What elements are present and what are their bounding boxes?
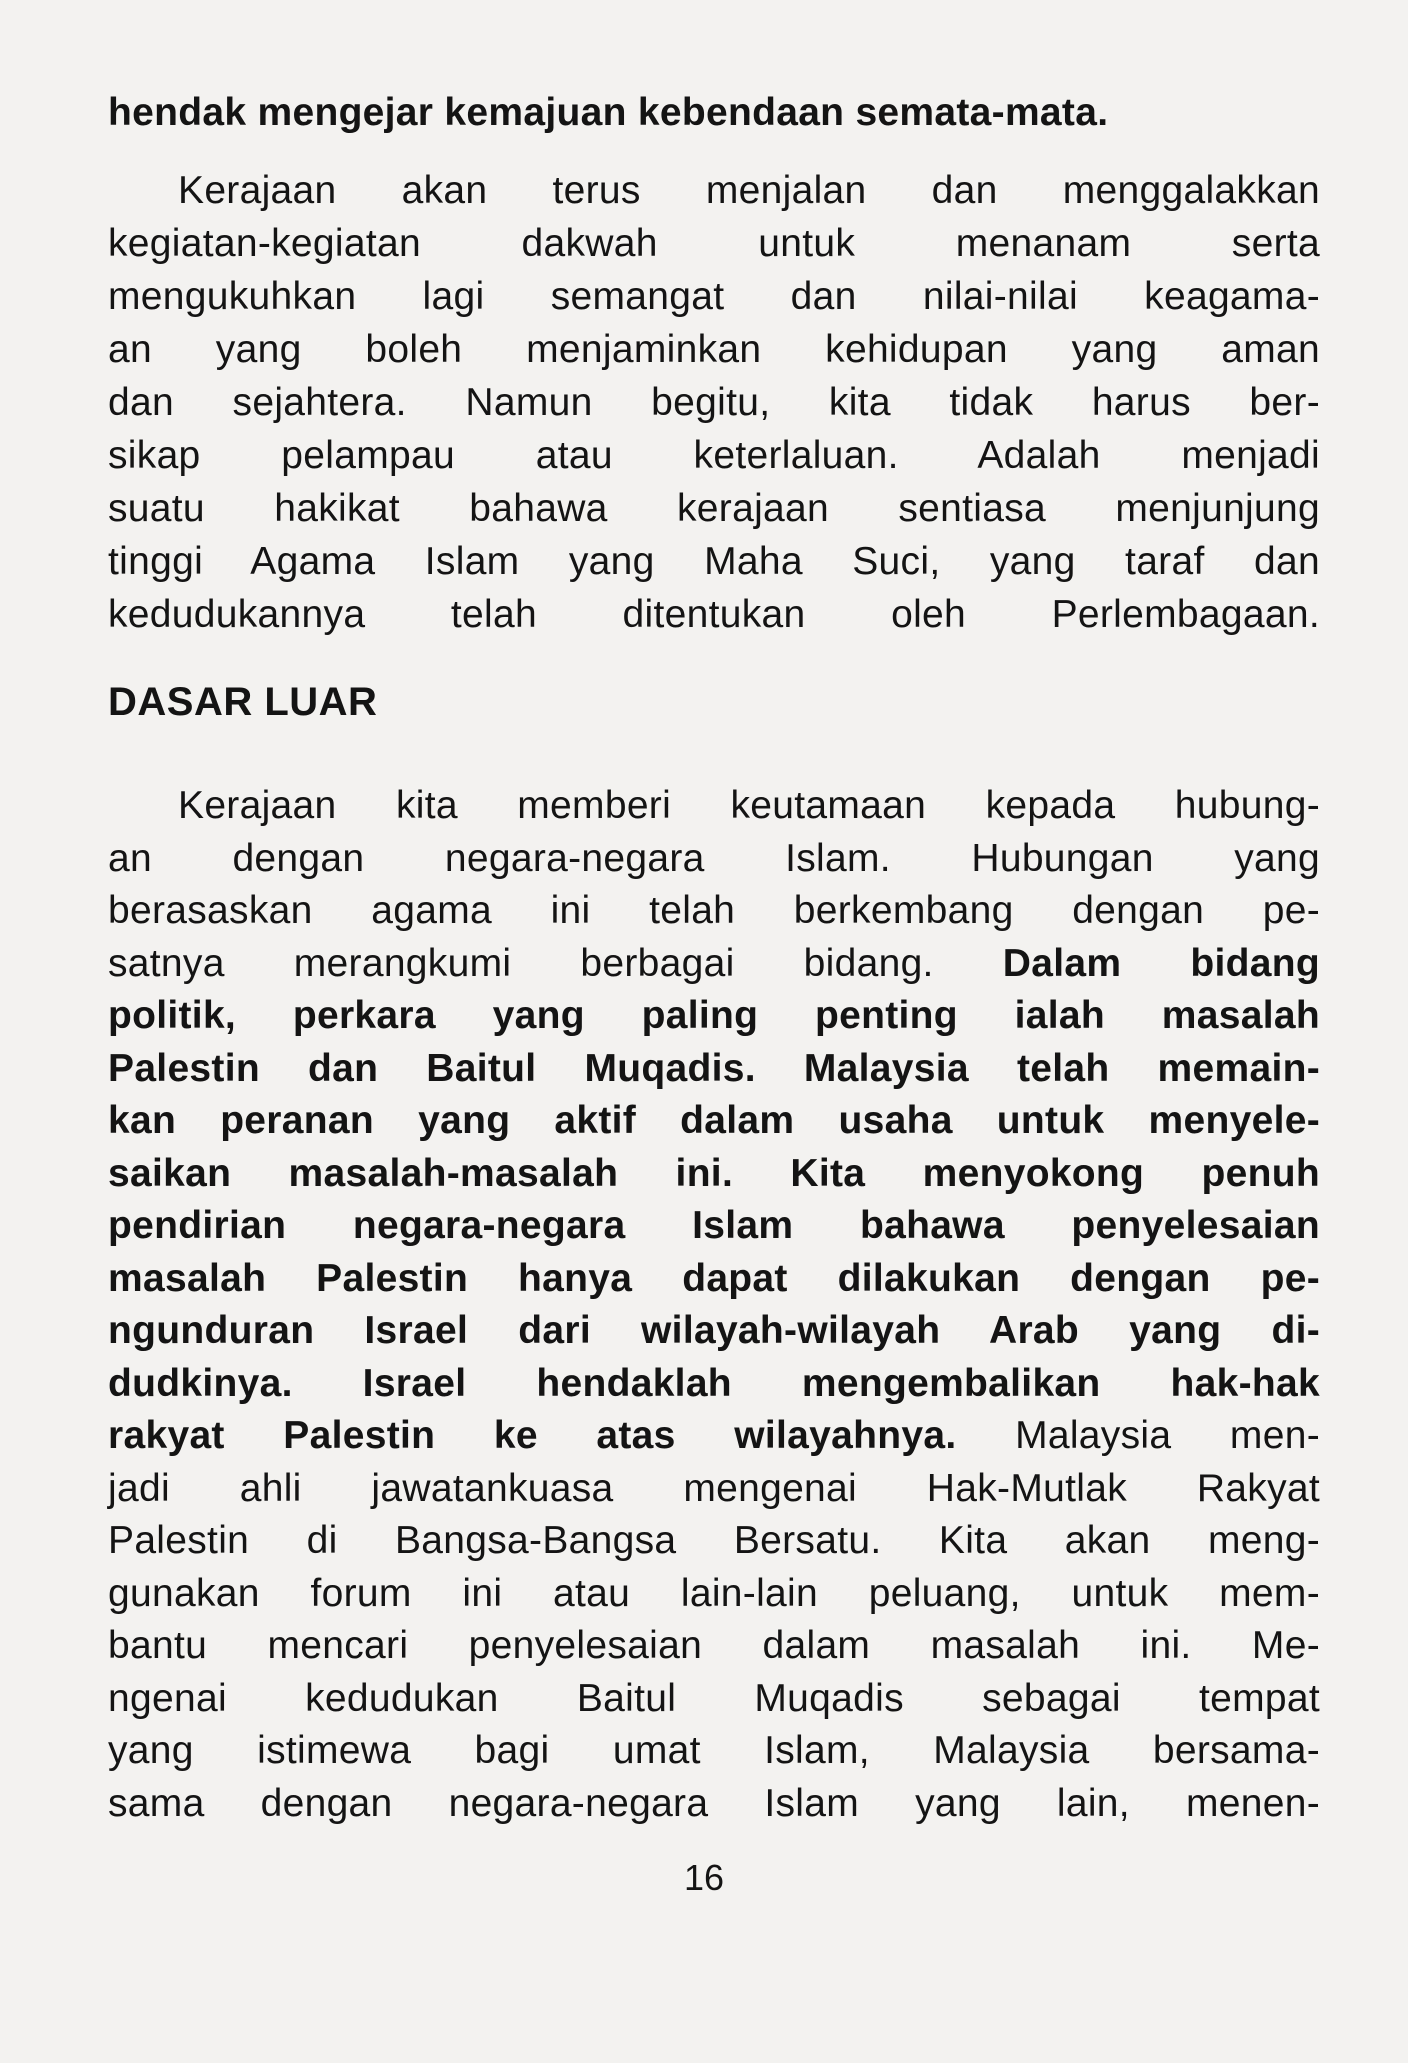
text-line: an dengan negara-negara Islam. Hubungan yang: [108, 836, 1320, 880]
text-line-bold: kan peranan yang aktif dalam usaha untuk menyele-: [108, 1099, 1320, 1142]
section-heading: DASAR LUAR: [108, 680, 378, 724]
text-line: suatu hakikat bahawa kerajaan sentiasa menjunjung: [108, 487, 1320, 530]
text-line: [108, 938, 1320, 991]
text-segment-bold: Dalam bidang: [1002, 941, 1320, 985]
text-line: Palestin di Bangsa-Bangsa Bersatu. Kita akan meng-: [108, 1519, 1320, 1562]
text-segment: Malaysia men-: [956, 1414, 1320, 1457]
text-line: yang istimewa bagi umat Islam, Malaysia bersama-: [108, 1729, 1320, 1772]
text-segment-bold: rakyat Palestin ke atas wilayahnya.: [108, 1414, 957, 1457]
text-line: jadi ahli jawatankuasa mengenai Hak-Mutlak Rakyat: [108, 1466, 1320, 1510]
text-line: an yang boleh menjaminkan kehidupan yang aman: [108, 328, 1320, 371]
text-segment: satnya merangkumi berbagai bidang.: [108, 941, 1003, 985]
paragraph-continuation: [108, 86, 1320, 139]
text-line: dan sejahtera. Namun begitu, kita tidak harus ber-: [108, 381, 1320, 424]
text-line-bold: ngunduran Israel dari wilayah-wilayah Arab yang di-: [108, 1309, 1320, 1352]
text-line-bold: Palestin dan Baitul Muqadis. Malaysia telah memain-: [108, 1046, 1320, 1090]
text-line-bold: masalah Palestin hanya dapat dilakukan dengan pe-: [108, 1256, 1320, 1300]
text-line: mengukuhkan lagi semangat dan nilai-nilai keagama-: [108, 275, 1320, 318]
text-line: gunakan forum ini atau lain-lain peluang, untuk mem-: [108, 1571, 1320, 1615]
text-line: Kerajaan akan terus menjalan dan menggalakkan: [178, 169, 1320, 212]
text-line: kegiatan-kegiatan dakwah untuk menanam serta: [108, 222, 1320, 265]
text-line-bold: pendirian negara-negara Islam bahawa penyelesaian: [108, 1204, 1320, 1247]
text-line: tinggi Agama Islam yang Maha Suci, yang taraf dan: [108, 540, 1320, 583]
paragraph-dakwah: [108, 164, 1320, 641]
paragraph-foreign-policy: [108, 780, 1320, 1830]
text-line: sikap pelampau atau keterlaluan. Adalah menjadi: [108, 434, 1320, 477]
text-line: Kerajaan kita memberi keutamaan kepada hubung-: [178, 784, 1320, 827]
text-line-bold: saikan masalah-masalah ini. Kita menyokong penuh: [108, 1151, 1320, 1195]
text-line: [108, 1410, 1320, 1463]
text-line-bold: dudkinya. Israel hendaklah mengembalikan hak-hak: [108, 1361, 1320, 1405]
text-line: ngenai kedudukan Baitul Muqadis sebagai tempat: [108, 1676, 1320, 1720]
text-line: berasaskan agama ini telah berkembang dengan pe-: [108, 889, 1320, 932]
text-line: hendak mengejar kemajuan kebendaan semata-mata.: [108, 91, 1109, 134]
page-number: 16: [683, 1857, 725, 1898]
text-line: sama dengan negara-negara Islam yang lain, menen-: [108, 1781, 1320, 1825]
text-line-bold: politik, perkara yang paling penting ialah masalah: [108, 994, 1320, 1037]
text-line: bantu mencari penyelesaian dalam masalah ini. Me-: [108, 1624, 1320, 1667]
text-line: kedudukannya telah ditentukan oleh Perlembagaan.: [108, 593, 1320, 636]
